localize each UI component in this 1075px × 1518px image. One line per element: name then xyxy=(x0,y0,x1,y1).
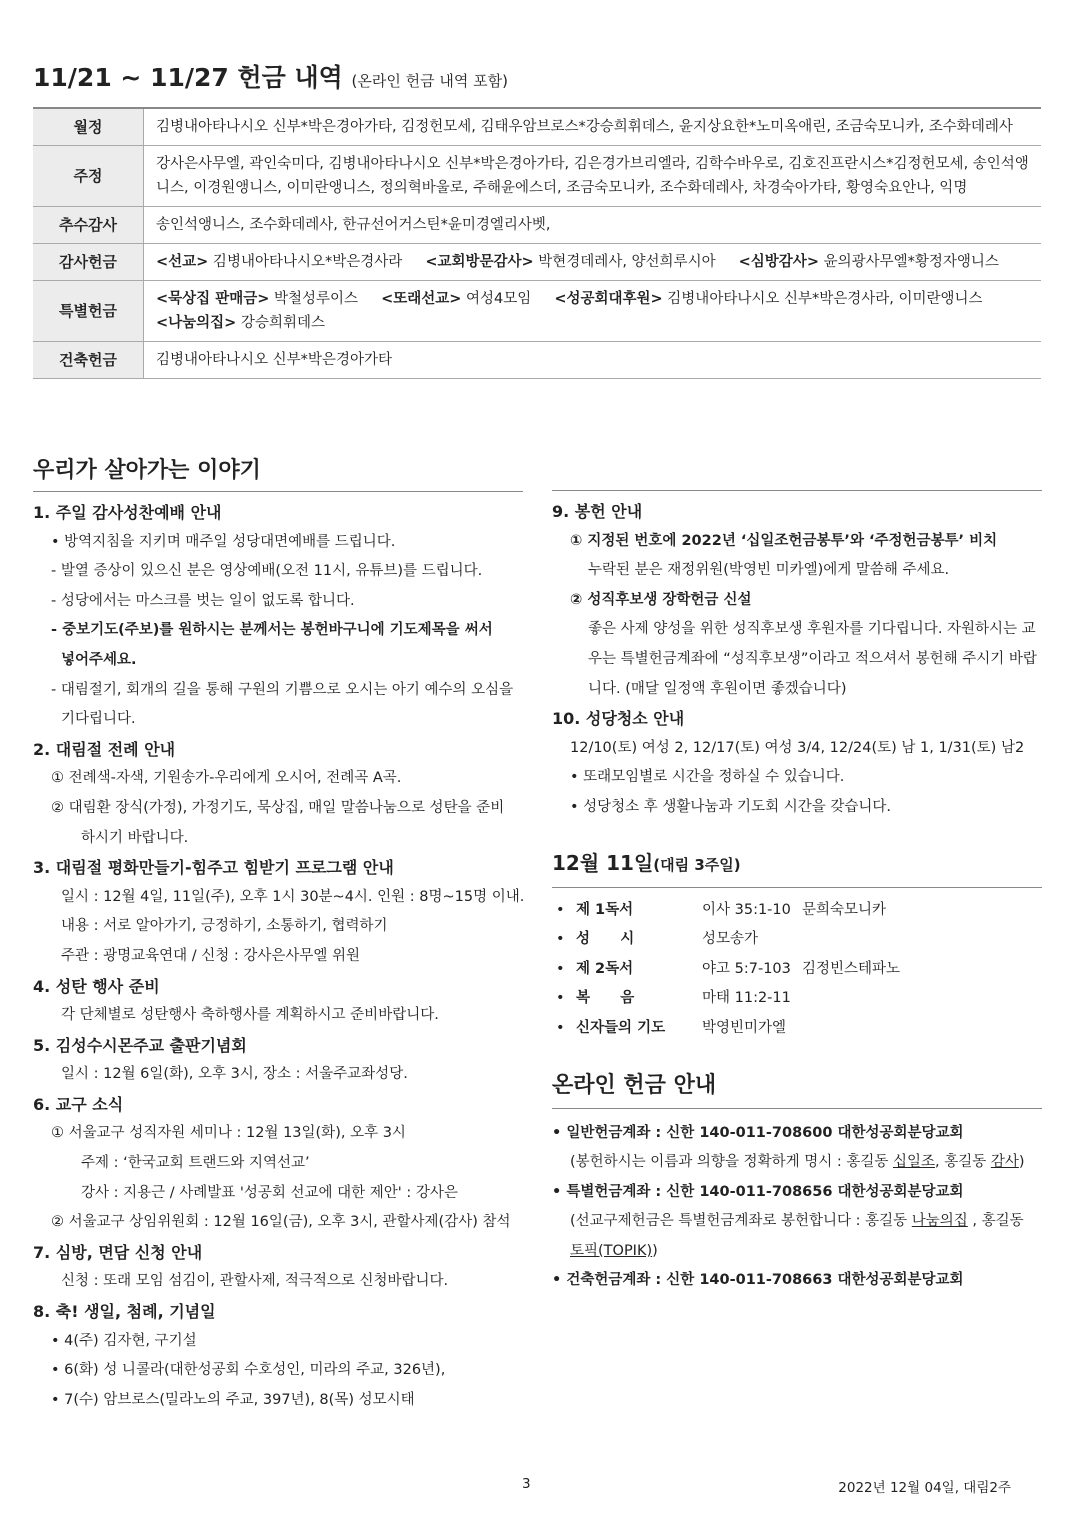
page-number: 3 xyxy=(522,1476,531,1492)
account-line: • 일반헌금계좌 : 신한 140-011-708600 대한성공회분당교회 xyxy=(552,1124,964,1141)
text-line: 각 단체별로 성탄행사 축하행사를 계획하시고 준비바랍니다. xyxy=(61,1007,439,1024)
text-line: 일시 : 12월 6일(화), 오후 3시, 장소 : 서울주교좌성당. xyxy=(61,1066,408,1083)
note-underline: 나눔의집 xyxy=(911,1213,968,1230)
section-title: 1. 주일 감사성찬예배 안내 xyxy=(33,503,222,522)
tag-text: 박철성루이스 xyxy=(269,291,359,307)
text-line: 일시 : 12월 4일, 11일(주), 오후 1시 30분~4시. 인원 : 8명~15명 이내. xyxy=(61,888,525,905)
tag: <선교> xyxy=(156,254,209,270)
account-line: • 특별헌금계좌 : 신한 140-011-708656 대한성공회분당교회 xyxy=(552,1183,964,1200)
lectionary-label: 성 시 xyxy=(576,931,635,948)
row-text: 김병내아타나시오 신부*박은경아가타 xyxy=(144,342,1042,379)
bullet: • xyxy=(556,931,565,948)
text-line: - 중보기도(주보)를 원하시는 분께서는 봉헌바구니에 기도제목을 써서 xyxy=(51,622,493,639)
lectionary-label: 제 2독서 xyxy=(576,960,634,977)
text-line: 기다립니다. xyxy=(61,711,136,728)
lectionary-ref: 성모송가 xyxy=(702,931,759,948)
text-line: 하시기 바랍니다. xyxy=(81,829,189,846)
bullet: • xyxy=(556,960,565,977)
bullet: • xyxy=(556,1019,565,1036)
account-line: • 건축헌금계좌 : 신한 140-011-708663 대한성공회분당교회 xyxy=(552,1272,964,1289)
text-line: 주제 : ‘한국교회 트랜드와 지역선교’ xyxy=(81,1155,310,1172)
bullet: • xyxy=(556,901,565,918)
account-note xyxy=(552,1207,1042,1266)
note-text: (봉헌하시는 이름과 의향을 정확하게 명시 : 홍길동 xyxy=(570,1154,893,1171)
lectionary-ref: 마태 11:2-11 xyxy=(702,990,791,1007)
lectionary-label: 제 1독서 xyxy=(576,901,634,918)
tag: <묵상집 판매금> xyxy=(156,291,270,307)
section-title: 7. 심방, 면담 신청 안내 xyxy=(33,1242,203,1262)
text-line: 주관 : 광명교육연대 / 신청 : 강사은사무엘 위원 xyxy=(61,947,361,964)
text-line: • 방역지침을 지키며 매주일 성당대면예배를 드립니다. xyxy=(51,533,396,550)
account-note xyxy=(552,1148,1042,1178)
section-title: 4. 성탄 행사 준비 xyxy=(33,976,160,996)
text-line: 12/10(토) 여성 2, 12/17(토) 여성 3/4, 12/24(토) 남 1, 1/31(토) 남2 xyxy=(570,739,1025,756)
tag: <또래선교> xyxy=(381,291,462,307)
sunday-subtitle: (대림 3주일) xyxy=(653,855,741,874)
stories-heading: 우리가 살아가는 이야기 xyxy=(33,455,523,492)
table-row xyxy=(33,146,1041,207)
stories-column xyxy=(33,455,523,1415)
section-title: 3. 대림절 평화만들기-힘주고 힘받기 프로그램 안내 xyxy=(33,858,394,878)
lectionary-row xyxy=(552,896,1042,926)
lectionary-label: 복 음 xyxy=(576,990,635,1007)
text-line: • 4(주) 김자현, 구기설 xyxy=(51,1332,197,1349)
row-text xyxy=(144,281,1042,342)
text-line: - 성당에서는 마스크를 벗는 일이 없도록 합니다. xyxy=(51,592,355,609)
text-line: • 7(수) 암브로스(밀라노의 주교, 397년), 8(목) 성모시태 xyxy=(51,1391,415,1408)
text-line: - 대림절기, 회개의 길을 통해 구원의 기쁨으로 오시는 아기 예수의 오심을 xyxy=(51,681,514,698)
section-title: 9. 봉헌 안내 xyxy=(552,502,643,521)
offering-table xyxy=(33,107,1041,379)
row-label: 건축헌금 xyxy=(33,342,144,379)
tag-text: 윤의광사무엘*황정자앵니스 xyxy=(818,254,999,270)
lectionary-row xyxy=(552,925,1042,955)
text-line: ① 서울교구 성직자원 세미나 : 12월 13일(화), 오후 3시 xyxy=(51,1125,406,1142)
tag-text: 강승희휘데스 xyxy=(236,315,325,331)
section-title: 2. 대림절 전례 안내 xyxy=(33,739,176,759)
tag: <나눔의집> xyxy=(156,315,237,331)
note-underline: 토픽(TOPIK) xyxy=(570,1242,653,1259)
note-text: ) xyxy=(652,1242,658,1259)
note-underline: 십일조 xyxy=(892,1154,935,1171)
lectionary-ref: 야고 5:7-103 xyxy=(702,960,791,977)
text-paragraph: 좋은 사제 양성을 위한 성직후보생 후원자를 기다립니다. 자원하시는 교우는 특별헌금계좌에 “성직후보생”이라고 적으셔서 봉헌해 주시기 바랍니다. (매달 일정액 후원이면 좋겠습니다) xyxy=(588,621,1037,697)
text-line: - 발열 증상이 있으신 분은 영상예배(오전 11시, 유튜브)를 드립니다. xyxy=(51,563,483,580)
tag: <심방감사> xyxy=(738,254,819,270)
row-label: 주정 xyxy=(33,146,144,207)
tag-text: 여성4모임 xyxy=(461,291,532,307)
lectionary-reader: 문희숙모니카 xyxy=(802,901,887,918)
bullet: • xyxy=(556,990,565,1007)
row-text: 강사은사무엘, 곽인숙미다, 김병내아타나시오 신부*박은경아가타, 김은경가브리엘라, 김학수바우로, 김호진프란시스*김정헌모세, 송인석앵니스, 이경원앵니스, 이미란앵니스, 정의혁바울로, 주해윤에스더, 조금숙모니카, 조수화데레사, 차경숙아가타, 황영숙요안나, 익명 xyxy=(144,146,1042,207)
table-row xyxy=(33,244,1041,281)
table-row xyxy=(33,207,1041,244)
text-line: • 성당청소 후 생활나눔과 기도회 시간을 갖습니다. xyxy=(570,798,891,815)
section-title: 5. 김성수시몬주교 출판기념회 xyxy=(33,1035,247,1055)
text-line: ② 성직후보생 장학헌금 신설 xyxy=(570,591,752,608)
title-main: 11/21 ~ 11/27 헌금 내역 xyxy=(33,63,343,92)
right-column xyxy=(552,490,1042,1296)
text-line: 신청 : 또래 모임 섬김이, 관할사제, 적극적으로 신청바랍니다. xyxy=(61,1273,449,1290)
divider xyxy=(552,490,1042,497)
note-text: , 홍길동 xyxy=(967,1213,1024,1230)
text-line: 넣어주세요. xyxy=(61,651,137,668)
tag-text: 김병내아타나시오*박은경사라 xyxy=(208,254,403,270)
page-title xyxy=(33,58,508,94)
note-text: ) xyxy=(1018,1154,1025,1171)
text-line: • 6(화) 성 니콜라(대한성공회 수호성인, 미라의 주교, 326년), xyxy=(51,1362,446,1379)
text-line: 누락된 분은 재정위원(박영빈 미카엘)에게 말씀해 주세요. xyxy=(588,562,950,579)
tag: <교회방문감사> xyxy=(425,254,534,270)
note-underline: 감사 xyxy=(990,1154,1019,1171)
note-text: (선교구제헌금은 특별헌금계좌로 봉헌합니다 : 홍길동 xyxy=(570,1213,912,1230)
row-label: 추수감사 xyxy=(33,207,144,244)
table-row xyxy=(33,281,1041,342)
section-title: 6. 교구 소식 xyxy=(33,1094,124,1114)
lectionary-row xyxy=(552,984,1042,1014)
tag-text: 박현경데레사, 양선희루시아 xyxy=(533,254,716,270)
text-line: ① 지정된 번호에 2022년 ‘십일조헌금봉투’와 ‘주정헌금봉투’ 비치 xyxy=(570,532,998,549)
sunday-date: 12월 11일 xyxy=(552,850,654,875)
text-line: ② 서울교구 상임위원회 : 12월 16일(금), 오후 3시, 관할사제(감사) 참석 xyxy=(51,1214,511,1231)
text-line: 강사 : 지용근 / 사례발표 '성공회 선교에 대한 제안' : 강사은 xyxy=(81,1184,458,1201)
row-label: 월정 xyxy=(33,108,144,146)
lectionary-ref: 이사 35:1-10 xyxy=(702,901,791,918)
text-line: 내용 : 서로 알아가기, 긍정하기, 소통하기, 협력하기 xyxy=(61,918,388,935)
lectionary-ref: 박영빈미가엘 xyxy=(702,1019,787,1036)
text-line: ② 대림환 장식(가정), 가정기도, 묵상집, 매일 말씀나눔으로 성탄을 준비 xyxy=(51,799,505,816)
row-text: 김병내아타나시오 신부*박은경아가타, 김정헌모세, 김태우암브로스*강승희휘데스, 윤지상요한*노미옥애린, 조금숙모니카, 조수화데레사 xyxy=(144,108,1042,146)
text-line: ① 전례색-자색, 기원송가-우리에게 오시어, 전례곡 A곡. xyxy=(51,770,402,787)
section-title: 8. 축! 생일, 첨례, 기념일 xyxy=(33,1302,216,1322)
title-sub: (온라인 헌금 내역 포함) xyxy=(351,72,508,90)
row-label: 감사헌금 xyxy=(33,244,144,281)
tag: <성공회대후원> xyxy=(554,291,663,307)
table-row xyxy=(33,342,1041,379)
text-line: • 또래모임별로 시간을 정하실 수 있습니다. xyxy=(570,769,845,786)
row-text: 송인석앵니스, 조수화데레사, 한규선어거스틴*윤미경엘리사벳, xyxy=(144,207,1042,244)
section-title: 10. 성당청소 안내 xyxy=(552,709,685,729)
table-row xyxy=(33,108,1041,146)
row-label: 특별헌금 xyxy=(33,281,144,342)
lectionary-row xyxy=(552,1014,1042,1044)
row-text xyxy=(144,244,1042,281)
lectionary-row xyxy=(552,955,1042,985)
sunday-title xyxy=(552,845,1042,883)
footer-date: 2022년 12월 04일, 대림2주 xyxy=(838,1480,1011,1496)
divider xyxy=(552,887,1042,888)
lectionary-reader: 김정빈스테파노 xyxy=(802,960,901,977)
online-heading: 온라인 헌금 안내 xyxy=(552,1070,1042,1109)
tag-text: 김병내아타나시오 신부*박은경사라, 이미란앵니스 xyxy=(662,291,983,307)
note-text: , 홍길동 xyxy=(934,1154,991,1171)
lectionary-label: 신자들의 기도 xyxy=(576,1019,666,1036)
